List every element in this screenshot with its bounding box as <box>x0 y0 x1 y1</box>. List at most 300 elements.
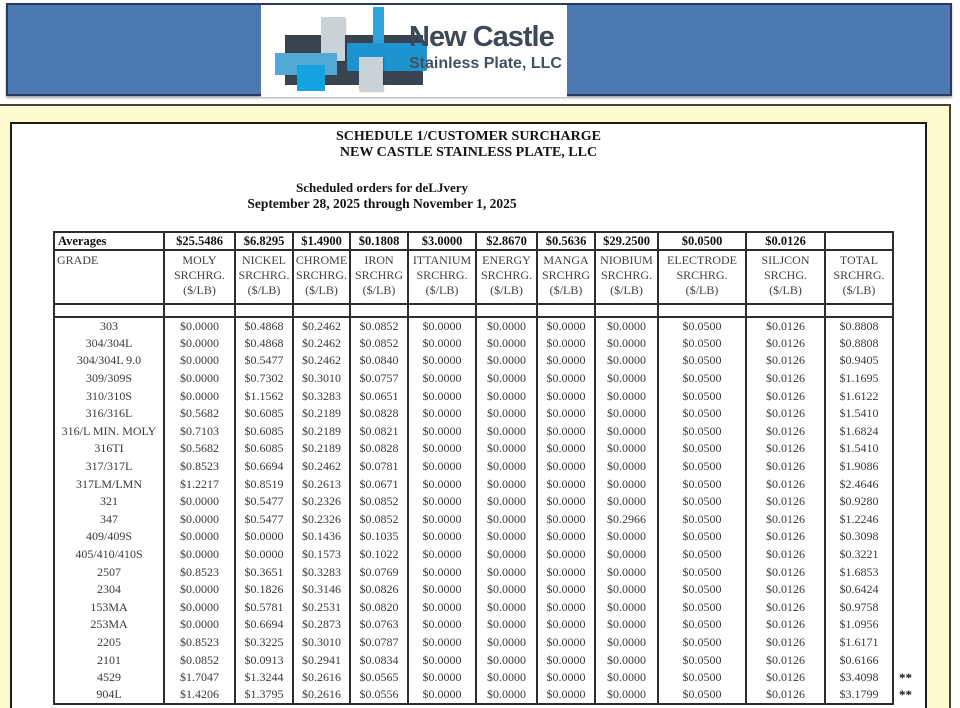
averages-nickel: $6.8295 <box>235 232 293 250</box>
cell-nickel: $1.3244 <box>235 669 293 687</box>
cell-chrome: $0.2462 <box>293 458 350 476</box>
cell-note <box>893 475 915 493</box>
column-header-chrome: CHROME SRCHRG. ($/LB) <box>293 250 350 304</box>
footnote-marker: ** <box>899 687 912 703</box>
cell-iron: $0.0671 <box>350 475 408 493</box>
table-row <box>54 440 915 458</box>
cell-niobium: $0.0000 <box>595 352 658 370</box>
table-row <box>54 599 915 617</box>
cell-energy: $0.0000 <box>476 686 537 704</box>
cell-manganese: $0.0000 <box>537 370 595 388</box>
cell-moly: $0.0000 <box>164 387 235 405</box>
cell-silicon: $0.0126 <box>746 511 825 529</box>
cell-nickel: $0.7302 <box>235 370 293 388</box>
footnote-marker: ** <box>899 669 912 685</box>
cell-iron: $0.0834 <box>350 651 408 669</box>
cell-manganese: $0.0000 <box>537 634 595 652</box>
cell-titanium: $0.0000 <box>408 423 476 441</box>
cell-note <box>893 616 915 634</box>
company-logo <box>261 5 567 97</box>
cell-total: $0.8808 <box>825 335 893 353</box>
cell-note <box>893 440 915 458</box>
spacer-cell <box>164 304 235 317</box>
cell-energy: $0.0000 <box>476 669 537 687</box>
cell-manganese: $0.0000 <box>537 440 595 458</box>
cell-manganese: $0.0000 <box>537 616 595 634</box>
cell-manganese: $0.0000 <box>537 581 595 599</box>
cell-total: $3.4098 <box>825 669 893 687</box>
cell-nickel: $0.5781 <box>235 599 293 617</box>
cell-total: $0.3098 <box>825 528 893 546</box>
cell-grade: 303 <box>54 317 164 335</box>
cell-titanium: $0.0000 <box>408 669 476 687</box>
cell-electrode: $0.0500 <box>658 405 746 423</box>
cell-niobium: $0.0000 <box>595 616 658 634</box>
surcharge-table <box>53 231 916 705</box>
cell-grade: 409/409S <box>54 528 164 546</box>
cell-chrome: $0.2189 <box>293 423 350 441</box>
cell-electrode: $0.0500 <box>658 634 746 652</box>
cell-moly: $0.0000 <box>164 599 235 617</box>
spacer-cell <box>54 304 164 317</box>
cell-silicon: $0.0126 <box>746 475 825 493</box>
cell-manganese: $0.0000 <box>537 317 595 335</box>
cell-niobium: $0.0000 <box>595 317 658 335</box>
cell-chrome: $0.2326 <box>293 511 350 529</box>
cell-iron: $0.0852 <box>350 511 408 529</box>
cell-niobium: $0.0000 <box>595 493 658 511</box>
cell-nickel: $0.0913 <box>235 651 293 669</box>
spacer-cell <box>595 304 658 317</box>
cell-silicon: $0.0126 <box>746 581 825 599</box>
logo-brightblue-block <box>297 65 325 91</box>
cell-electrode: $0.0500 <box>658 317 746 335</box>
table-row <box>54 669 915 687</box>
cell-nickel: $1.3795 <box>235 686 293 704</box>
cell-grade: 153MA <box>54 599 164 617</box>
cell-chrome: $0.2616 <box>293 669 350 687</box>
cell-total: $1.6171 <box>825 634 893 652</box>
table-row <box>54 563 915 581</box>
cell-chrome: $0.2873 <box>293 616 350 634</box>
cell-total: $0.6166 <box>825 651 893 669</box>
cell-titanium: $0.0000 <box>408 651 476 669</box>
cell-silicon: $0.0126 <box>746 599 825 617</box>
table-row <box>54 651 915 669</box>
column-header-note <box>893 250 915 304</box>
cell-niobium: $0.0000 <box>595 563 658 581</box>
cell-moly: $0.0000 <box>164 352 235 370</box>
averages-row <box>54 232 915 250</box>
cell-niobium: $0.0000 <box>595 686 658 704</box>
cell-chrome: $0.3146 <box>293 581 350 599</box>
cell-total: $1.1695 <box>825 370 893 388</box>
cell-electrode: $0.0500 <box>658 528 746 546</box>
document-date-range: September 28, 2025 through November 1, 2025 <box>247 196 517 211</box>
cell-total: $0.9758 <box>825 599 893 617</box>
cell-titanium: $0.0000 <box>408 317 476 335</box>
cell-moly: $0.5682 <box>164 405 235 423</box>
cell-energy: $0.0000 <box>476 493 537 511</box>
cell-grade: 2101 <box>54 651 164 669</box>
cell-electrode: $0.0500 <box>658 440 746 458</box>
table-row <box>54 581 915 599</box>
column-header-energy: ENERGY SRCHRG. ($/LB) <box>476 250 537 304</box>
cell-grade: 316TI <box>54 440 164 458</box>
table-row <box>54 616 915 634</box>
cell-iron: $0.0821 <box>350 423 408 441</box>
cell-energy: $0.0000 <box>476 528 537 546</box>
document-title: SCHEDULE 1/CUSTOMER SURCHARGE <box>335 129 601 144</box>
cell-niobium: $0.2966 <box>595 511 658 529</box>
cell-silicon: $0.0126 <box>746 317 825 335</box>
cell-electrode: $0.0500 <box>658 616 746 634</box>
column-header-electrode: ELECTRODE SRCHRG. ($/LB) <box>658 250 746 304</box>
cell-grade: 321 <box>54 493 164 511</box>
cell-total: $1.6824 <box>825 423 893 441</box>
spacer-cell <box>350 304 408 317</box>
cell-electrode: $0.0500 <box>658 335 746 353</box>
cell-manganese: $0.0000 <box>537 651 595 669</box>
logo-company-name: New Castle <box>409 21 554 53</box>
cell-iron: $0.0565 <box>350 669 408 687</box>
cell-silicon: $0.0126 <box>746 387 825 405</box>
cell-manganese: $0.0000 <box>537 423 595 441</box>
cell-note <box>893 493 915 511</box>
cell-silicon: $0.0126 <box>746 405 825 423</box>
cell-nickel: $0.6694 <box>235 458 293 476</box>
cell-energy: $0.0000 <box>476 335 537 353</box>
cell-chrome: $0.3010 <box>293 370 350 388</box>
cell-nickel: $0.4868 <box>235 317 293 335</box>
cell-energy: $0.0000 <box>476 511 537 529</box>
cell-iron: $0.0757 <box>350 370 408 388</box>
cell-silicon: $0.0126 <box>746 440 825 458</box>
cell-electrode: $0.0500 <box>658 546 746 564</box>
cell-chrome: $0.3010 <box>293 634 350 652</box>
cell-grade: 405/410/410S <box>54 546 164 564</box>
cell-energy: $0.0000 <box>476 440 537 458</box>
cell-nickel: $0.4868 <box>235 335 293 353</box>
cell-chrome: $0.2326 <box>293 493 350 511</box>
cell-grade: 4529 <box>54 669 164 687</box>
cell-niobium: $0.0000 <box>595 405 658 423</box>
cell-total: $0.3221 <box>825 546 893 564</box>
logo-company-subtitle: Stainless Plate, LLC <box>409 55 562 72</box>
averages-label: Averages <box>54 232 164 250</box>
cell-nickel: $0.8519 <box>235 475 293 493</box>
cell-moly: $0.5682 <box>164 440 235 458</box>
cell-grade: 2205 <box>54 634 164 652</box>
cell-note <box>893 651 915 669</box>
cell-energy: $0.0000 <box>476 317 537 335</box>
cell-manganese: $0.0000 <box>537 686 595 704</box>
averages-energy: $2.8670 <box>476 232 537 250</box>
cell-niobium: $0.0000 <box>595 423 658 441</box>
cell-moly: $0.0000 <box>164 493 235 511</box>
cell-moly: $0.0000 <box>164 370 235 388</box>
cell-titanium: $0.0000 <box>408 616 476 634</box>
cell-electrode: $0.0500 <box>658 563 746 581</box>
cell-iron: $0.0787 <box>350 634 408 652</box>
cell-energy: $0.0000 <box>476 475 537 493</box>
cell-chrome: $0.2613 <box>293 475 350 493</box>
cell-energy: $0.0000 <box>476 458 537 476</box>
cell-electrode: $0.0500 <box>658 423 746 441</box>
spacer-cell <box>408 304 476 317</box>
cell-moly: $1.2217 <box>164 475 235 493</box>
logo-gray-block-2 <box>359 57 383 91</box>
spacer-cell <box>537 304 595 317</box>
cell-titanium: $0.0000 <box>408 528 476 546</box>
cell-titanium: $0.0000 <box>408 405 476 423</box>
cell-moly: $0.0000 <box>164 581 235 599</box>
cell-iron: $0.0769 <box>350 563 408 581</box>
table-row <box>54 528 915 546</box>
cell-energy: $0.0000 <box>476 599 537 617</box>
cell-total: $0.9405 <box>825 352 893 370</box>
cell-iron: $0.1022 <box>350 546 408 564</box>
averages-total <box>825 232 893 250</box>
cell-niobium: $0.0000 <box>595 669 658 687</box>
table-row <box>54 352 915 370</box>
table-row <box>54 458 915 476</box>
cell-note <box>893 335 915 353</box>
cell-energy: $0.0000 <box>476 581 537 599</box>
cell-manganese: $0.0000 <box>537 493 595 511</box>
cell-grade: 317/317L <box>54 458 164 476</box>
cell-silicon: $0.0126 <box>746 528 825 546</box>
cell-niobium: $0.0000 <box>595 599 658 617</box>
table-row <box>54 423 915 441</box>
cell-chrome: $0.2616 <box>293 686 350 704</box>
cell-iron: $0.0828 <box>350 405 408 423</box>
cell-iron: $0.1035 <box>350 528 408 546</box>
cell-manganese: $0.0000 <box>537 335 595 353</box>
spacer-cell <box>825 304 893 317</box>
cell-niobium: $0.0000 <box>595 370 658 388</box>
column-header-silicon: SILJCON SRCHG. ($/LB) <box>746 250 825 304</box>
cell-electrode: $0.0500 <box>658 581 746 599</box>
spacer-row <box>54 304 915 317</box>
cell-electrode: $0.0500 <box>658 352 746 370</box>
cell-manganese: $0.0000 <box>537 669 595 687</box>
cell-electrode: $0.0500 <box>658 651 746 669</box>
cell-titanium: $0.0000 <box>408 511 476 529</box>
cell-silicon: $0.0126 <box>746 634 825 652</box>
cell-grade: 317LM/LMN <box>54 475 164 493</box>
cell-energy: $0.0000 <box>476 370 537 388</box>
table-row <box>54 511 915 529</box>
cell-note <box>893 387 915 405</box>
cell-nickel: $0.0000 <box>235 528 293 546</box>
cell-total: $1.5410 <box>825 405 893 423</box>
cell-electrode: $0.0500 <box>658 370 746 388</box>
cell-nickel: $1.1562 <box>235 387 293 405</box>
cell-total: $1.2246 <box>825 511 893 529</box>
column-header-grade: GRADE <box>54 250 164 304</box>
cell-niobium: $0.0000 <box>595 475 658 493</box>
cell-grade: 253MA <box>54 616 164 634</box>
cell-energy: $0.0000 <box>476 651 537 669</box>
cell-silicon: $0.0126 <box>746 335 825 353</box>
cell-chrome: $0.3283 <box>293 387 350 405</box>
cell-grade: 304/304L <box>54 335 164 353</box>
cell-niobium: $0.0000 <box>595 528 658 546</box>
cell-titanium: $0.0000 <box>408 493 476 511</box>
cell-niobium: $0.0000 <box>595 387 658 405</box>
cell-nickel: $0.0000 <box>235 546 293 564</box>
cell-niobium: $0.0000 <box>595 581 658 599</box>
cell-note <box>893 528 915 546</box>
cell-chrome: $0.3283 <box>293 563 350 581</box>
cell-nickel: $0.6085 <box>235 405 293 423</box>
column-header-niobium: NIOBIUM SRCHRG. ($/LB) <box>595 250 658 304</box>
cell-moly: $1.7047 <box>164 669 235 687</box>
cell-nickel: $0.3651 <box>235 563 293 581</box>
cell-niobium: $0.0000 <box>595 546 658 564</box>
cell-titanium: $0.0000 <box>408 634 476 652</box>
cell-titanium: $0.0000 <box>408 352 476 370</box>
cell-moly: $0.7103 <box>164 423 235 441</box>
cell-grade: 904L <box>54 686 164 704</box>
cell-nickel: $0.5477 <box>235 493 293 511</box>
cell-moly: $0.0000 <box>164 335 235 353</box>
cell-silicon: $0.0126 <box>746 616 825 634</box>
document-subtitle: Scheduled orders for deLJvery <box>296 180 468 195</box>
surcharge-table-body <box>54 232 915 704</box>
cell-niobium: $0.0000 <box>595 440 658 458</box>
cell-moly: $0.0852 <box>164 651 235 669</box>
cell-total: $1.0956 <box>825 616 893 634</box>
cell-titanium: $0.0000 <box>408 599 476 617</box>
cell-niobium: $0.0000 <box>595 634 658 652</box>
cell-silicon: $0.0126 <box>746 352 825 370</box>
cell-total: $2.4646 <box>825 475 893 493</box>
cell-iron: $0.0820 <box>350 599 408 617</box>
cell-electrode: $0.0500 <box>658 511 746 529</box>
column-header-nickel: NICKEL SRCHRG. ($/LB) <box>235 250 293 304</box>
cell-moly: $0.0000 <box>164 616 235 634</box>
cell-note <box>893 511 915 529</box>
cell-iron: $0.0781 <box>350 458 408 476</box>
cell-titanium: $0.0000 <box>408 458 476 476</box>
cell-moly: $0.0000 <box>164 528 235 546</box>
cell-energy: $0.0000 <box>476 405 537 423</box>
cell-note <box>893 370 915 388</box>
cell-note <box>893 458 915 476</box>
cell-titanium: $0.0000 <box>408 387 476 405</box>
cell-total: $0.9280 <box>825 493 893 511</box>
column-header-iron: IRON SRCHRG ($/LB) <box>350 250 408 304</box>
cell-manganese: $0.0000 <box>537 563 595 581</box>
cell-nickel: $0.1826 <box>235 581 293 599</box>
cell-note <box>893 563 915 581</box>
averages-iron: $0.1808 <box>350 232 408 250</box>
cell-total: $1.6853 <box>825 563 893 581</box>
cell-grade: 2507 <box>54 563 164 581</box>
cell-manganese: $0.0000 <box>537 352 595 370</box>
cell-titanium: $0.0000 <box>408 686 476 704</box>
cell-energy: $0.0000 <box>476 634 537 652</box>
cell-chrome: $0.2462 <box>293 352 350 370</box>
cell-chrome: $0.1436 <box>293 528 350 546</box>
cell-electrode: $0.0500 <box>658 493 746 511</box>
cell-note <box>893 423 915 441</box>
column-header-total: TOTAL SRCHRG. ($/LB) <box>825 250 893 304</box>
document-company-line: NEW CASTLE STAINLESS PLATE, LLC <box>339 145 598 160</box>
column-header-titanium: ITTANIUM SRCHRG. ($/LB) <box>408 250 476 304</box>
cell-silicon: $0.0126 <box>746 458 825 476</box>
cell-silicon: $0.0126 <box>746 563 825 581</box>
cell-nickel: $0.6085 <box>235 440 293 458</box>
averages-manganese: $0.5636 <box>537 232 595 250</box>
table-row <box>54 370 915 388</box>
cell-note <box>893 546 915 564</box>
cell-energy: $0.0000 <box>476 546 537 564</box>
cell-nickel: $0.6085 <box>235 423 293 441</box>
cell-moly: $1.4206 <box>164 686 235 704</box>
cell-niobium: $0.0000 <box>595 458 658 476</box>
table-row <box>54 335 915 353</box>
cell-nickel: $0.5477 <box>235 511 293 529</box>
cell-chrome: $0.2462 <box>293 317 350 335</box>
cell-manganese: $0.0000 <box>537 511 595 529</box>
cell-electrode: $0.0500 <box>658 686 746 704</box>
cell-energy: $0.0000 <box>476 352 537 370</box>
averages-note <box>893 232 915 250</box>
table-row <box>54 387 915 405</box>
cell-note <box>893 634 915 652</box>
averages-chrome: $1.4900 <box>293 232 350 250</box>
cell-total: $1.5410 <box>825 440 893 458</box>
cell-niobium: $0.0000 <box>595 335 658 353</box>
cell-manganese: $0.0000 <box>537 475 595 493</box>
cell-iron: $0.0828 <box>350 440 408 458</box>
cell-silicon: $0.0126 <box>746 546 825 564</box>
cell-moly: $0.0000 <box>164 511 235 529</box>
table-row <box>54 493 915 511</box>
cell-grade: 347 <box>54 511 164 529</box>
cell-energy: $0.0000 <box>476 423 537 441</box>
cell-chrome: $0.2189 <box>293 440 350 458</box>
cell-manganese: $0.0000 <box>537 599 595 617</box>
logo-text <box>409 21 565 73</box>
spacer-cell <box>658 304 746 317</box>
cell-iron: $0.0826 <box>350 581 408 599</box>
cell-grade: 310/310S <box>54 387 164 405</box>
cell-note <box>893 581 915 599</box>
cell-iron: $0.0852 <box>350 493 408 511</box>
cell-total: $0.6424 <box>825 581 893 599</box>
cell-niobium: $0.0000 <box>595 651 658 669</box>
cell-manganese: $0.0000 <box>537 546 595 564</box>
table-row <box>54 317 915 335</box>
cell-grade: 2304 <box>54 581 164 599</box>
cell-silicon: $0.0126 <box>746 370 825 388</box>
averages-moly: $25.5486 <box>164 232 235 250</box>
cell-note <box>893 405 915 423</box>
cell-manganese: $0.0000 <box>537 528 595 546</box>
table-row <box>54 405 915 423</box>
cell-total: $0.8808 <box>825 317 893 335</box>
cell-grade: 309/309S <box>54 370 164 388</box>
cell-titanium: $0.0000 <box>408 546 476 564</box>
cell-grade: 316/316L <box>54 405 164 423</box>
cell-grade: 316/L MIN. MOLY <box>54 423 164 441</box>
cell-manganese: $0.0000 <box>537 405 595 423</box>
cell-chrome: $0.1573 <box>293 546 350 564</box>
